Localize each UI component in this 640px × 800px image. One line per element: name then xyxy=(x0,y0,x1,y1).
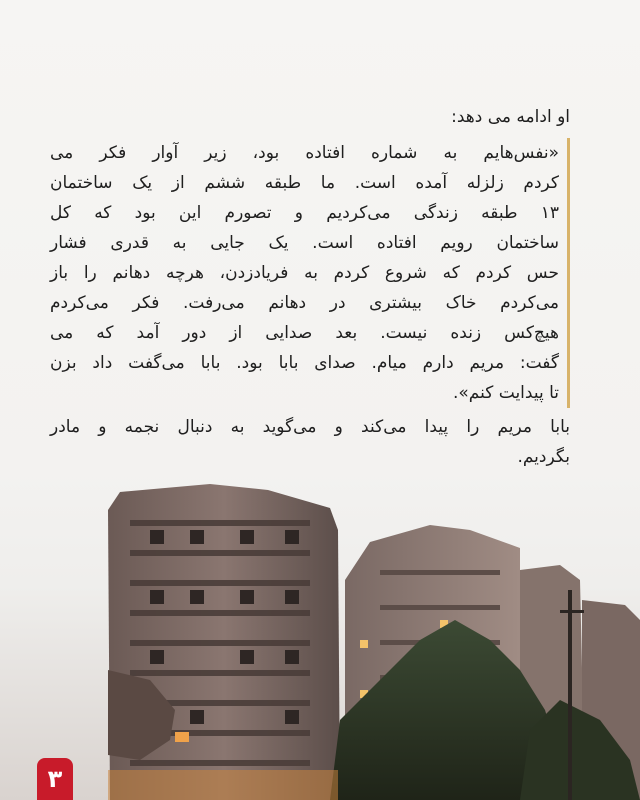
quote-line: می‌کردم خاک بیشتری در دهانم می‌رفت. فکر می‌کردم xyxy=(50,293,559,313)
quote-line: حس کردم که شروع کردم به فریادزدن، هرچه دهانم را باز xyxy=(50,263,559,283)
damaged-building-photo xyxy=(0,470,640,800)
article-text xyxy=(50,102,570,472)
quote-line: «نفس‌هایم به شماره افتاده بود، زیر آوار فکر می xyxy=(50,143,559,163)
quote-block xyxy=(50,138,570,408)
quote-line: گفت: مریم دارم میام. صدای بابا بود. بابا می‌گفت داد بزن xyxy=(50,353,559,373)
page-number-badge xyxy=(37,758,73,800)
quote-line: ساختمان رویم افتاده است. یک جایی به قدری فشار xyxy=(50,233,559,253)
quote-line: کردم زلزله آمده است. ما طبقه ششم از یک ساختمان xyxy=(50,173,559,193)
quote-line: تا پیدایت کنم». xyxy=(453,383,559,403)
quote-line: هیچ‌کس زنده نیست. بعد صدایی از دور آمد که می xyxy=(50,323,559,343)
after-line: بگردیم. xyxy=(517,447,570,467)
after-line: بابا مریم را پیدا می‌کند و می‌گوید به دنبال نجمه و مادر xyxy=(50,417,570,437)
page-number: ۳ xyxy=(47,765,63,793)
quote-line: ۱۳ طبقه زندگی می‌کردیم و تصورم این بود که کل xyxy=(50,203,559,223)
intro-line: او ادامه می دهد: xyxy=(451,107,570,127)
